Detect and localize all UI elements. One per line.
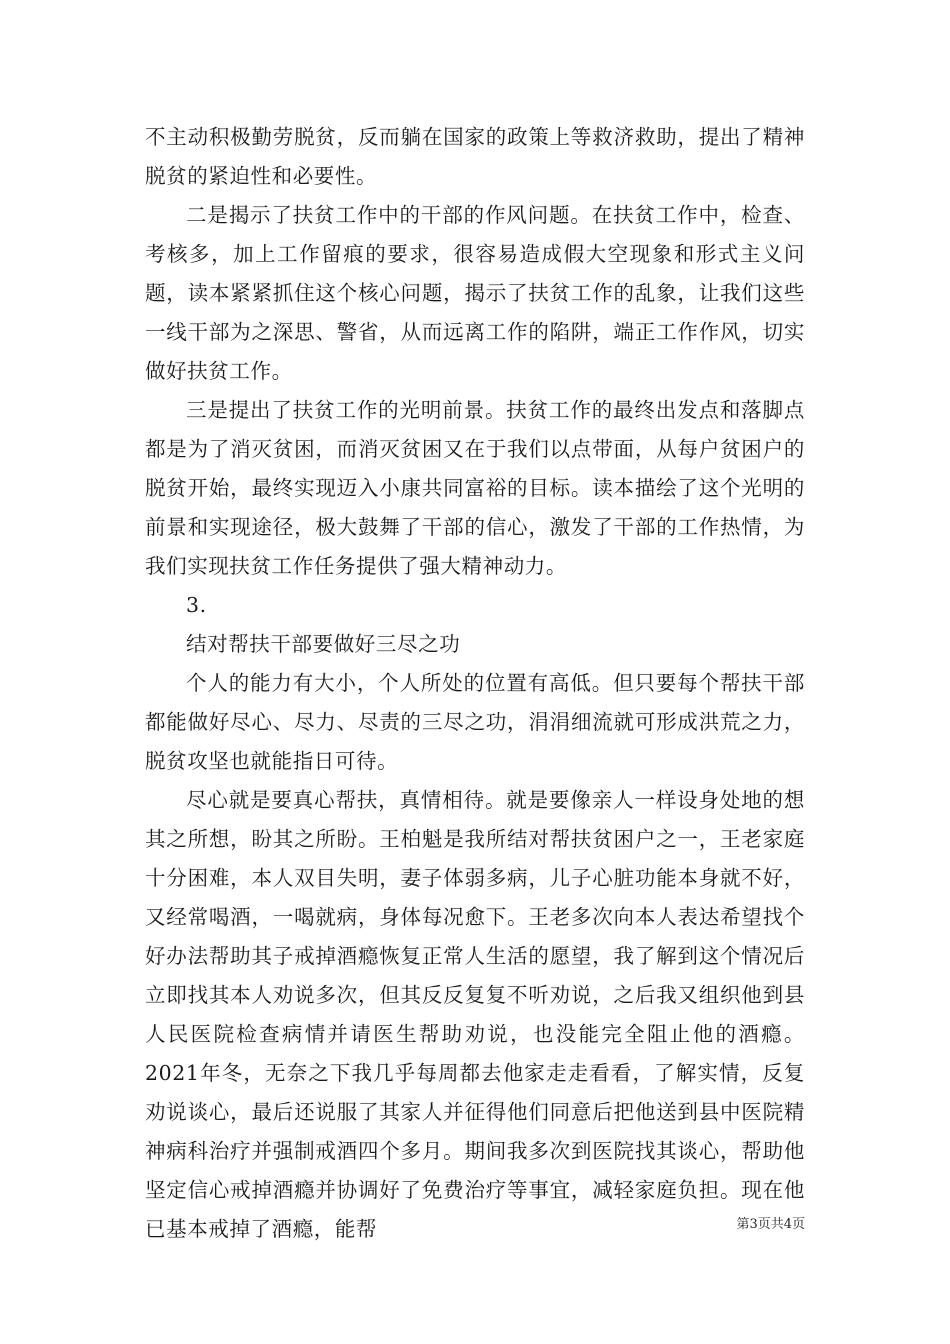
paragraph-point-three: 三是提出了扶贫工作的光明前景。扶贫工作的最终出发点和落脚点都是为了消灭贫困，而消灭贫困又在于我们以点带面，从每户贫困户的脱贫开始，最终实现迈入小康共同富裕的目标。读本描绘了这个光明的前景和实现途径，极大鼓舞了干部的信心，激发了干部的工作热情，为我们实现扶贫工作任务提供了强大精神动力。 <box>145 398 805 578</box>
paragraph-example: 尽心就是要真心帮扶，真情相待。就是要像亲人一样设身处地的想其之所想，盼其之所盼。王柏魁是我所结对帮扶贫困户之一，王老家庭十分困难，本人双目失明，妻子体弱多病，儿子心脏功能本身就不好，又经常喝酒，一喝就病，身体每况愈下。王老多次向本人表达希望找个好办法帮助其子戒掉酒瘾恢复正常人生活的愿望，我了解到这个情况后立即找其本人劝说多次，但其反反复复不听劝说，之后我又组织他到县人民医院检查病情并请医生帮助劝说，也没能完全阻止他的酒瘾。2021年冬，无奈之下我几乎每周都去他家走走看看，了解实情，反复劝说谈心，最后还说服了其家人并征得他们同意后把他送到县中医院精神病科治疗并强制戒酒四个多月。期间我多次到医院找其谈心，帮助他坚定信心戒掉酒瘾并协调好了免费治疗等事宜，减轻家庭负担。现在他已基本戒掉了酒瘾，能帮 <box>145 788 805 1241</box>
page-number-footer: 第3页共4页 <box>736 1217 805 1232</box>
paragraph-intro: 个人的能力有大小，个人所处的位置有高低。但只要每个帮扶干部都能做好尽心、尽力、尽责的三尽之功，涓涓细流就可形成洪荒之力，脱贫攻坚也就能指日可待。 <box>145 671 805 773</box>
paragraph-continued: 不主动积极勤劳脱贫，反而躺在国家的政策上等救济救助，提出了精神脱贫的紧迫性和必要性。 <box>145 125 805 188</box>
section-heading: 结对帮扶干部要做好三尽之功 <box>186 632 461 656</box>
paragraph-point-two: 二是揭示了扶贫工作中的干部的作风问题。在扶贫工作中，检查、考核多，加上工作留痕的要求，很容易造成假大空现象和形式主义问题，读本紧紧抓住这个核心问题，揭示了扶贫工作的乱象，让我们这些一线干部为之深思、警省，从而远离工作的陷阱，端正工作作风，切实做好扶贫工作。 <box>145 203 805 383</box>
document-body <box>145 118 805 1249</box>
section-number: 3. <box>186 593 207 617</box>
